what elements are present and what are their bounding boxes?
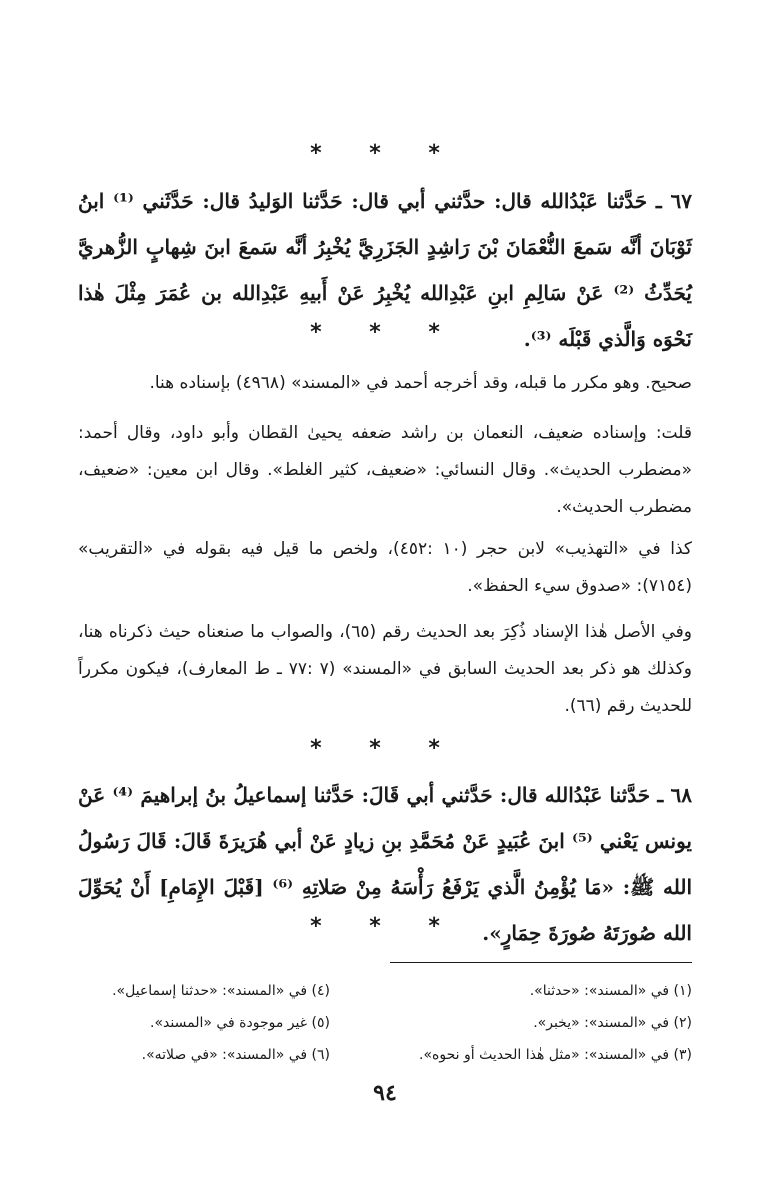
section-separator: * * * (310, 320, 460, 345)
footnote-5: (٥) غير موجودة في «المسند». (150, 1015, 330, 1031)
section-separator: * * * (310, 914, 460, 939)
page-number: ٩٤ (373, 1080, 397, 1106)
footnote-2: (٢) في «المسند»: «يخبر». (533, 1015, 692, 1031)
commentary-paragraph: صحيح. وهو مكرر ما قبله، وقد أخرجه أحمد في «المسند» (٤٩٦٨) بإسناده هنا. (149, 373, 692, 393)
footnote-4: (٤) في «المسند»: «حدثنا إسماعيل». (112, 983, 330, 999)
hadith-67-text: ٦٧ ـ حَدَّثنا عَبْدُالله قال: حدَّثني أبي قال: حَدَّثنا الوَليدُ قال: حَدَّثَني ⁽¹⁾ ابنُ ثَوْبَانَ أنَّه سَمعَ النُّعْمَانَ بْنَ رَاشِدٍ الجَزَرِيَّ يُخْبِرُ أنَّه سَمعَ ابنَ شِهابٍ الزُّهريَّ يُحَدِّثُ ⁽²⁾ عَنْ سَالِمِ ابنِ عَبْدِالله يُخْبِرُ عَنْ أَبيهِ عَبْدِالله بن عُمَرَ مِثْلَ هٰذا نَحْوَه وَالَّذي قَبْلَه ⁽³⁾. (78, 189, 692, 351)
commentary-paragraph: وفي الأصل هٰذا الإسناد ذُكِرَ بعد الحديث رقم (٦٥)، والصواب ما صنعناه حيث ذكرناه هنا، وكذلك هو ذكر بعد الحديث السابق في «المسند» (٧ :٧٧ ـ ط المعارف)، فيكون مكرراً للحديث رقم (٦٦). (78, 622, 693, 716)
footnote-1: (١) في «المسند»: «حدثنا». (529, 983, 692, 999)
section-separator: * * * (310, 736, 460, 761)
commentary-paragraph: قلت: وإسناده ضعيف، النعمان بن راشد ضعفه يحيىٰ القطان وأبو داود، وقال أحمد: «مضطرب الحديث». وقال النسائي: «ضعيف، كثير الغلط». وقال ابن معين: «ضعيف، مضطرب الحديث». (78, 423, 692, 517)
footnote-divider (390, 962, 692, 963)
footnotes-left-column (60, 975, 330, 1071)
footnote-3: (٣) في «المسند»: «مثل هٰذا الحديث أو نحوه». (419, 1047, 692, 1063)
hadith-68-text: ٦٨ ـ حَدَّثنا عَبْدُالله قال: حَدَّثني أبي قَالَ: حَدَّثنا إسماعيلُ بنُ إبراهيمَ ⁽⁴⁾ عَنْ يونس يَعْني ⁽⁵⁾ ابنَ عُبَيدٍ عَنْ مُحَمَّدِ بنِ زيادٍ عَنْ أبي هُرَيرَةَ قَالَ: قَالَ رَسُولُ الله ﷺ: «مَا يُؤْمِنُ الَّذي يَرْفَعُ رَأْسَهُ مِنْ صَلاتِهِ ⁽⁶⁾ [قَبْلَ الإِمَامِ] أَنْ يُحَوِّلَ الله صُورَتَهُ صُورَةَ حِمَارٍ». (78, 783, 692, 945)
section-separator: * * * (310, 141, 460, 166)
footnotes-right-column (382, 975, 692, 1071)
footnote-6: (٦) في «المسند»: «في صلاته». (141, 1047, 330, 1063)
commentary-paragraph: كذا في «التهذيب» لابن حجر (١٠ :٤٥٢)، ولخص ما قيل فيه بقوله في «التقريب» (٧١٥٤): «صدوق سيء الحفظ». (78, 539, 692, 596)
